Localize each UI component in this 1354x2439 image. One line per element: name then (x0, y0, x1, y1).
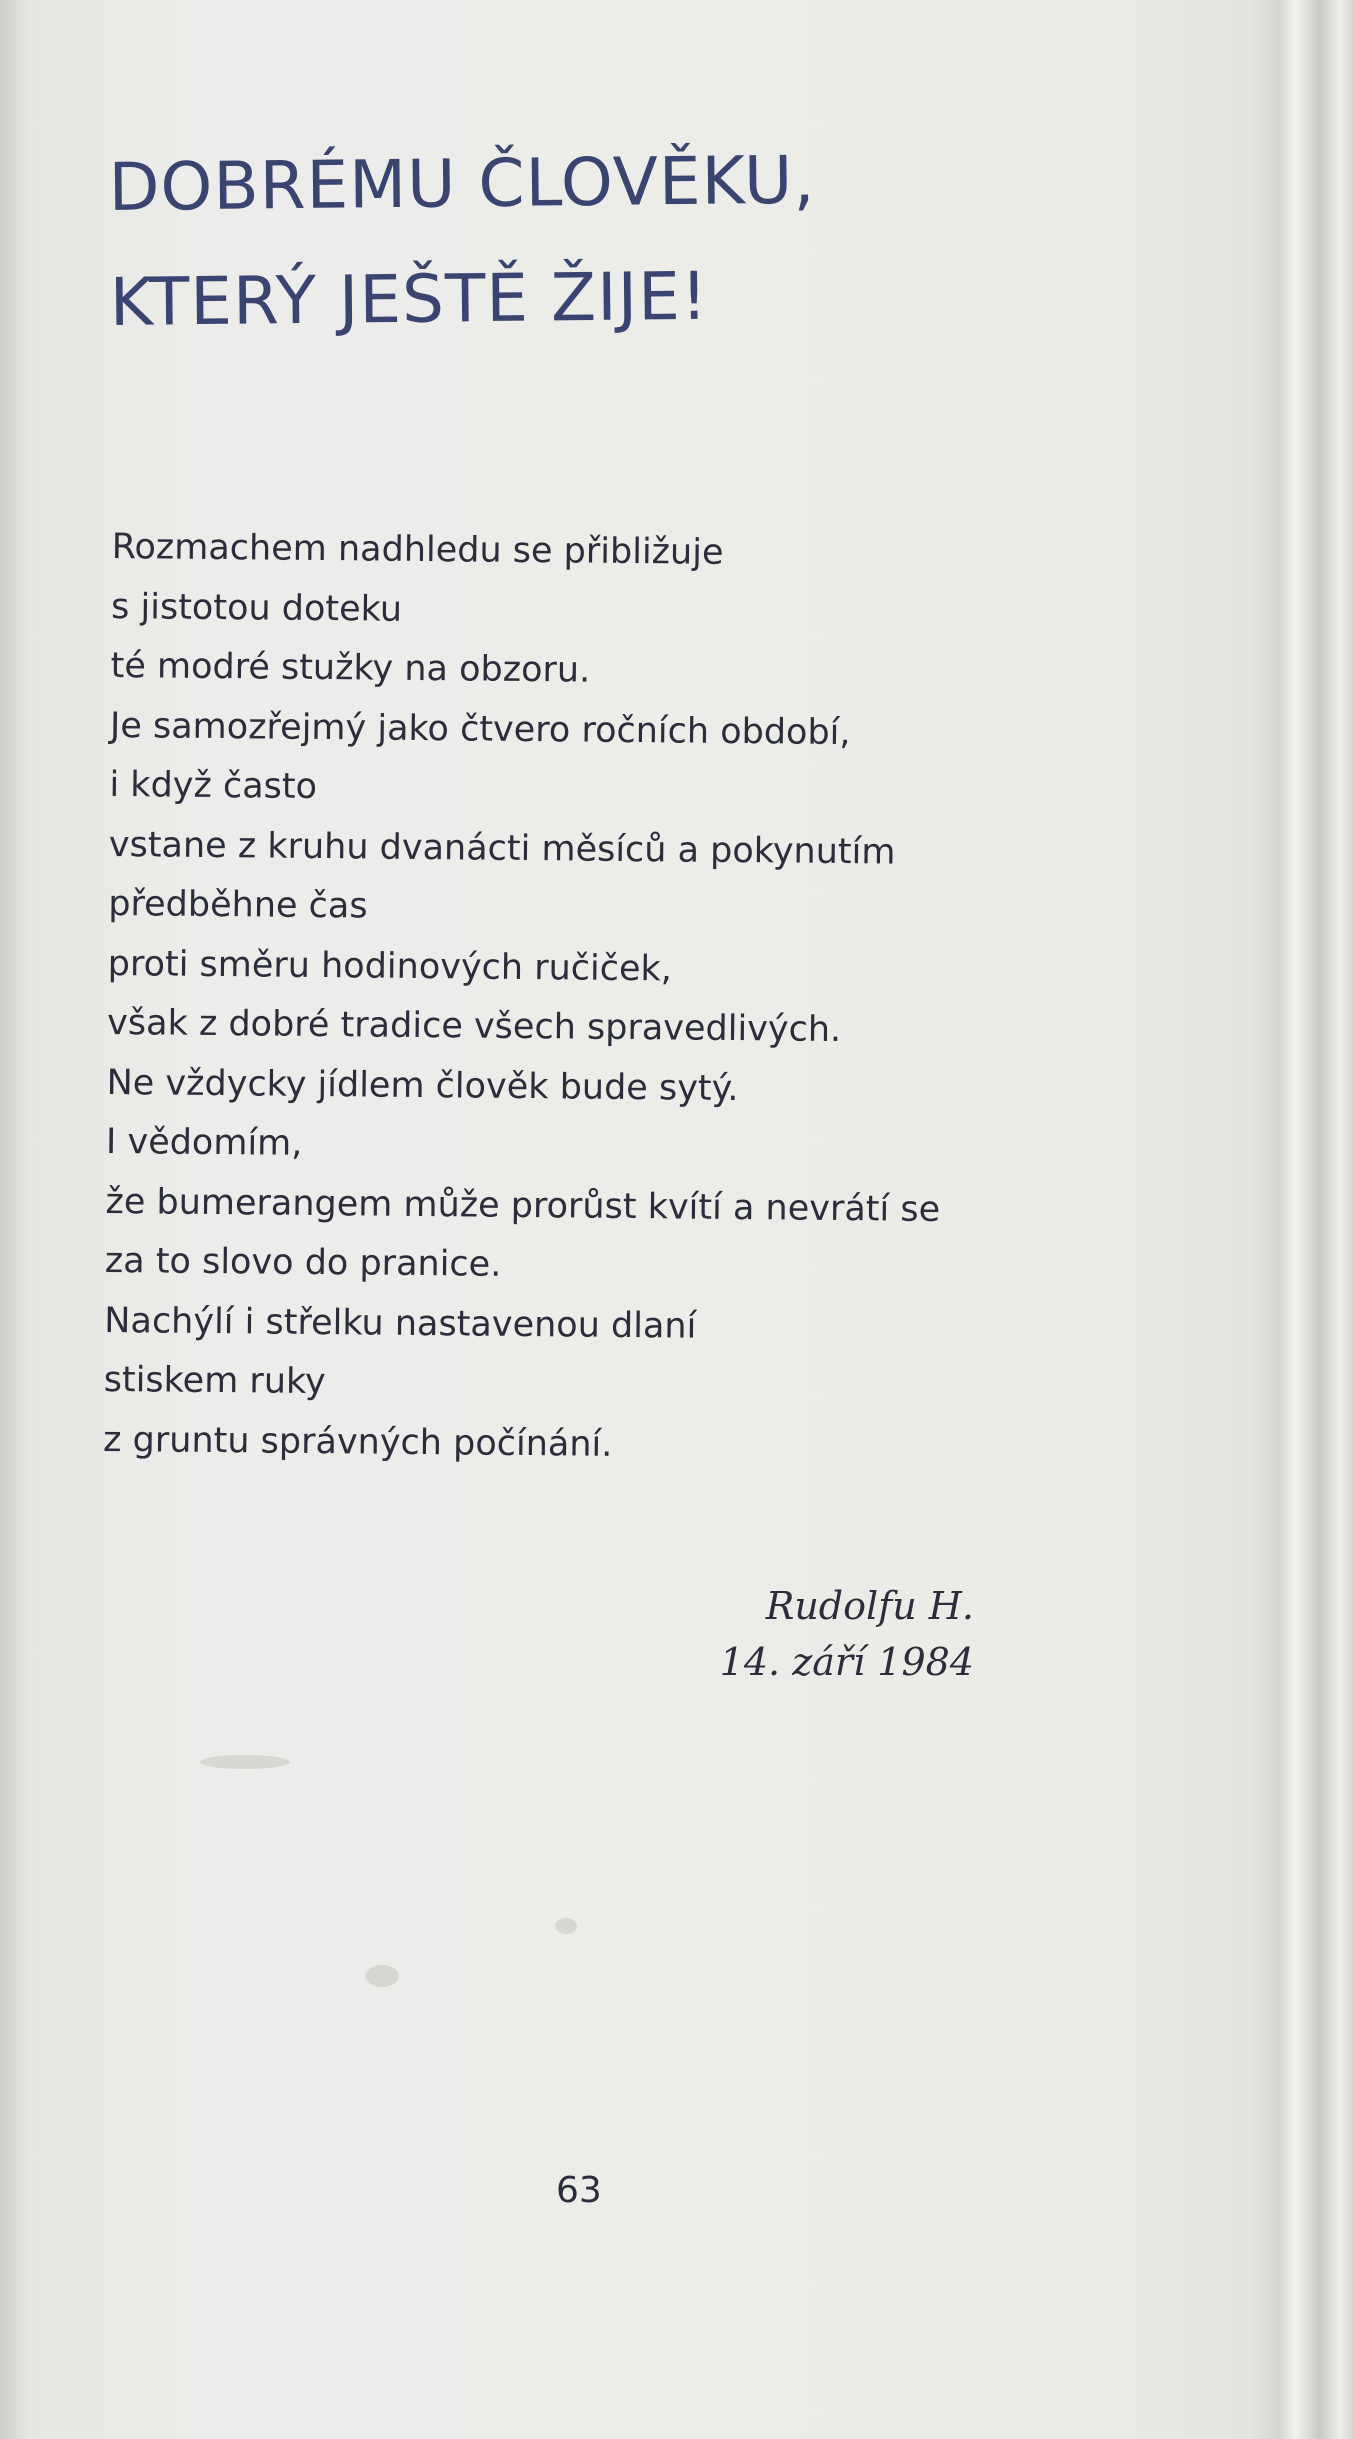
poem-line: Ne vždycky jídlem člověk bude sytý. (106, 1062, 739, 1109)
page-number: 63 (556, 2170, 602, 2211)
dedication-date: 14. září 1984 (719, 1640, 974, 1684)
poem-body (103, 518, 947, 1478)
poem-line: za to slovo do pranice. (104, 1240, 502, 1285)
poem-title-line-2: KTERÝ JEŠTĚ ŽIJE! (109, 257, 709, 341)
poem-line: Nachýlí i střelku nastavenou dlaní (104, 1300, 697, 1347)
poem-line: že bumerangem může prorůst kvítí a nevrátí se (105, 1181, 941, 1230)
paper-smudge (365, 1965, 399, 1987)
poem-line: i když často (109, 764, 318, 807)
poem-line: proti směru hodinových ručiček, (107, 943, 673, 989)
poem-line: Rozmachem nadhledu se přibližuje (111, 526, 724, 573)
poem-line: té modré stužky na obzoru. (110, 645, 591, 691)
poem-line: vstane z kruhu dvanácti měsíců a pokynutím (108, 824, 896, 873)
poem-line: předběhne čas (108, 883, 368, 927)
paper-smudge (200, 1755, 290, 1769)
poem-line: z gruntu správných počínání. (102, 1419, 613, 1465)
poem-line: s jistotou doteku (110, 586, 403, 630)
poem-line: však z dobré tradice všech spravedlivých. (106, 1002, 842, 1051)
paper-smudge (555, 1918, 577, 1934)
poem-line: I vědomím, (105, 1121, 303, 1164)
poem-line: Je samozřejmý jako čtvero ročních období, (109, 705, 851, 753)
poem-title-line-1: DOBRÉMU ČLOVĚKU, (108, 141, 816, 226)
dedication-name: Rudolfu H. (765, 1584, 974, 1628)
poem-title (108, 123, 817, 360)
poem-line: stiskem ruky (103, 1359, 326, 1403)
dedication (720, 1578, 974, 1690)
